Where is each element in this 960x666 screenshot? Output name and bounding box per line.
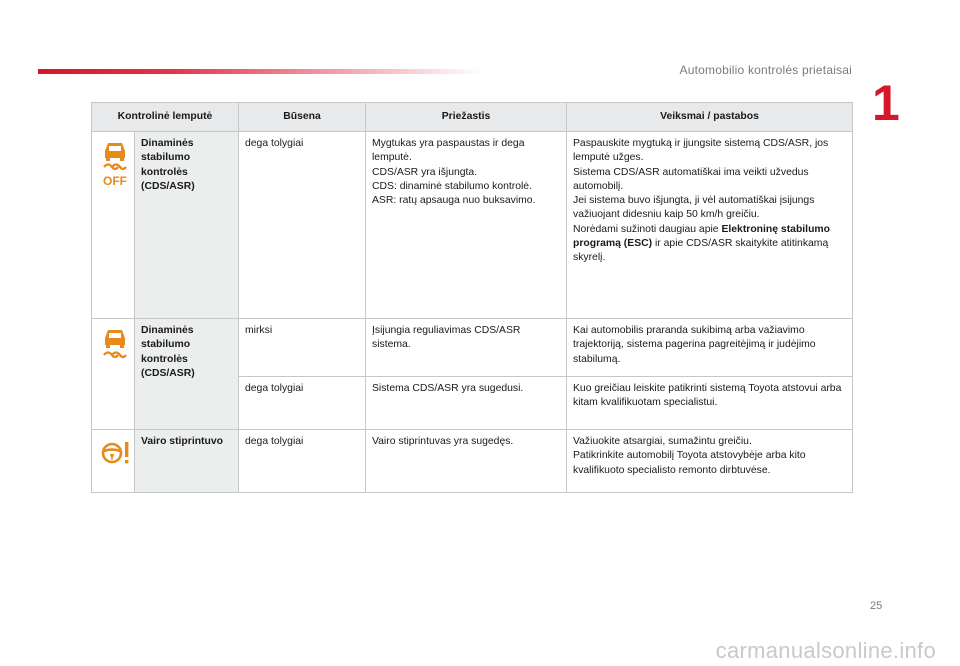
action-ref-suffix: ir apie CDS/ASR skaitykite atitinkamą skyrelį. bbox=[573, 238, 829, 264]
action-line: Važiuokite atsargiai, sumažintu greičiu. bbox=[573, 436, 752, 447]
action-line: Patikrinkite automobilį Toyota atstovybėje arba kito kvalifikuoto specialisto remonto dirbtuvėse. bbox=[573, 450, 806, 476]
state-cell: dega tolygiai bbox=[239, 430, 366, 493]
icon-cell bbox=[92, 132, 135, 319]
light-name: Dinaminės stabilumo kontrolės (CDS/ASR) bbox=[135, 319, 239, 430]
svg-text:OFF: OFF bbox=[103, 174, 127, 188]
section-title: Automobilio kontrolės prietaisai bbox=[679, 63, 852, 77]
cause-line: ASR: ratų apsauga nuo buksavimo. bbox=[372, 195, 536, 207]
chapter-number: 1 bbox=[872, 75, 900, 131]
action-reference bbox=[573, 223, 846, 266]
header-accent-bar bbox=[38, 69, 483, 74]
cause-cell: Įsijungia reguliavimas CDS/ASR sistema. bbox=[366, 319, 567, 377]
table-header-row bbox=[92, 103, 853, 132]
action-line: Paspauskite mygtuką ir įjungsite sistemą CDS/ASR, jos lemputė užges. bbox=[573, 138, 829, 164]
icon-cell bbox=[92, 319, 135, 430]
action-cell bbox=[567, 430, 853, 493]
table-row bbox=[92, 430, 853, 493]
action-ref-prefix: Norėdami sužinoti daugiau apie bbox=[573, 223, 722, 235]
cause-cell: Sistema CDS/ASR yra sugedusi. bbox=[366, 377, 567, 430]
esc-reference: Elektroninę stabilumo programą (ESC) bbox=[573, 223, 830, 250]
action-line: Sistema CDS/ASR automatiškai ima veikti užvedus automobilį. bbox=[573, 166, 809, 192]
icon-cell bbox=[92, 430, 135, 493]
stability-control-off-icon bbox=[101, 140, 129, 193]
table-row bbox=[92, 319, 853, 377]
state-cell: dega tolygiai bbox=[239, 377, 366, 430]
state-cell: mirksi bbox=[239, 319, 366, 377]
light-name: Vairo stiprintuvo bbox=[135, 430, 239, 493]
cause-line: CDS/ASR yra išjungta. bbox=[372, 166, 478, 178]
action-cell bbox=[567, 132, 853, 319]
action-line: Jei sistema buvo išjungta, ji vėl automatiškai įsijungs važiuojant didesniu kaip 50 km/h greičiu. bbox=[573, 195, 815, 221]
watermark: carmanualsonline.info bbox=[715, 638, 936, 663]
column-header-action: Veiksmai / pastabos bbox=[567, 103, 853, 132]
column-header-cause: Priežastis bbox=[366, 103, 567, 132]
warning-lights-table bbox=[91, 102, 853, 493]
cause-line: Mygtukas yra paspaustas ir dega lemputė. bbox=[372, 138, 525, 164]
cause-cell: Vairo stiprintuvas yra sugedęs. bbox=[366, 430, 567, 493]
cause-line: CDS: dinaminė stabilumo kontrolė. bbox=[372, 180, 532, 192]
stability-control-icon bbox=[101, 327, 129, 366]
column-header-light: Kontrolinė lemputė bbox=[92, 103, 239, 132]
page-number: 25 bbox=[870, 600, 883, 612]
power-steering-warning-icon bbox=[101, 438, 131, 473]
column-header-state: Būsena bbox=[239, 103, 366, 132]
cause-cell bbox=[366, 132, 567, 319]
light-name: Dinaminės stabilumo kontrolės (CDS/ASR) bbox=[135, 132, 239, 319]
action-cell: Kai automobilis praranda sukibimą arba važiavimo trajektoriją, sistema pagerina pagreitėjimą ir judėjimo stabilumą. bbox=[567, 319, 853, 377]
state-cell: dega tolygiai bbox=[239, 132, 366, 319]
table-row bbox=[92, 132, 853, 319]
action-cell: Kuo greičiau leiskite patikrinti sistemą Toyota atstovui arba kitam kvalifikuotam specialistui. bbox=[567, 377, 853, 430]
